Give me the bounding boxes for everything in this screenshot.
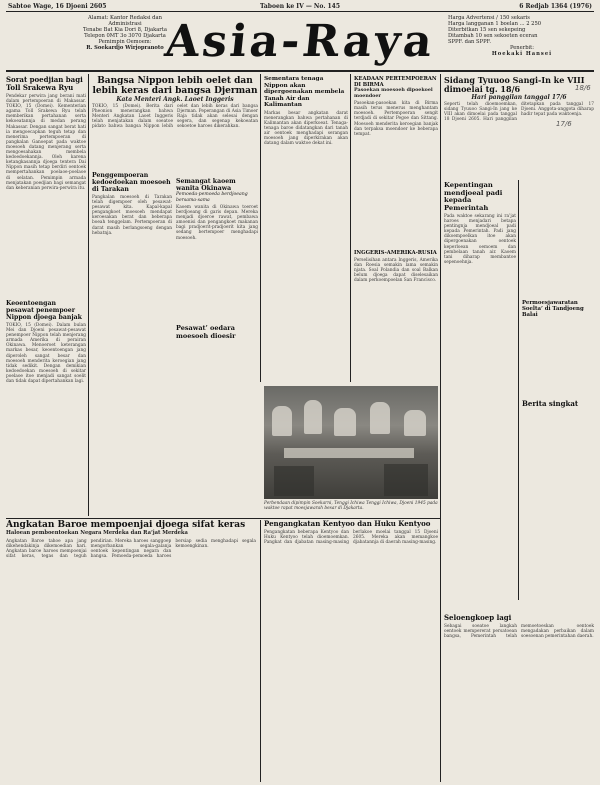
article-col2-lead bbox=[92, 76, 258, 166]
subscription-line: Ditambah 10 sen sekoeten eceran bbox=[448, 33, 538, 39]
address-line: Administrasi bbox=[108, 21, 142, 27]
article-subheadline: Hari panggilan tanggal 17/6 bbox=[471, 94, 567, 101]
article-body: TOKIO, 15 (Domei). Dalam bulan Mei dan Djoeni pesawat-pesawat penempoer Nippon telah menjerang armada Amerika di perairan Okinawa. Menoeroet keterangan markas besar, keoentoengan jang diperoleh sangat besar dan moesoeh menderita keroegian jang tidak sedikit. Dengan demikian kedoedoekan moesoeh di sekitar poelaoe itoe menjadi sangat soelit dan tidak dapat dipertahankan lagi. bbox=[6, 323, 86, 385]
column-rule bbox=[440, 74, 441, 782]
article-subheadline: Haloean pemboentoekan Negara Merdeka dan Ra’jat Merdeka bbox=[6, 530, 188, 536]
article-subheadline: Pemoeda-pemoeda berdjoeang bersama-sama bbox=[176, 192, 248, 203]
photo-caption: Perbendaan dipimpin Soekarni, Tenggi Ichiwa Tenggi Ichiwa, Djoeni 1945 pada waktoe rapat moesjawarah besar di Djakarta. bbox=[264, 501, 438, 511]
article-headline: KEADAAN PERTEMPOERAN DI BIRMA bbox=[354, 76, 437, 88]
issue-date-left: Sabtoe Wage, 16 Djoeni 2605 bbox=[8, 3, 107, 10]
article-body: Pada waktoe sekarang ini ra’jat haroes menjadari betapa pentingnja mendjoeal padi kepada Pemerintah. Padi jang dikoempoelkan itoe akan dipergoenakan oentoek keperloean oemoem dan pembelaan tanah air. Kaoem tani diharap membantoe sepenoehnja. bbox=[444, 214, 516, 265]
article-body: Pasoekan-pasoekan kita di Birma masih terus menerus menghantam moesoeh. Pertempoeran sengit terdjadi di sekitar Pegoe dan Sittang. Moesoeh menderita keroegian banjak dan terpaksa moendoer ke beberapa tempat. bbox=[354, 101, 438, 137]
address-line: Pemimpin Oemoem: bbox=[98, 39, 152, 45]
article-headline: Bangsa Nippon lebih oelet dan lebih keras dari bangsa Djerman bbox=[92, 76, 258, 96]
article-col2-pesawat bbox=[176, 325, 258, 385]
article-headline: Sorat poedjian bagi Toll Srakewa Ryu bbox=[6, 76, 83, 92]
issue-number: Taboen ke IV — No. 145 bbox=[259, 3, 341, 10]
article-headline: Berita singkat bbox=[522, 400, 579, 408]
article-body: Pengangkatan beberapa Kentyoo dan Huku Kentyoo telah dioemoemkan. Pangkat dan djabatan masing-masing berlakoe moelai tanggal 15 Djoeni 2605. Mereka akan memangkoe djabatannja di daerah masing-masing. bbox=[264, 530, 438, 546]
article-subheadline: Kata Menteri Angk. Laoet Inggeris bbox=[116, 96, 234, 103]
address-line: Alamat: Kantor Redaksi dan bbox=[88, 15, 162, 21]
section-rule bbox=[6, 518, 440, 519]
article-col5-padi bbox=[444, 182, 516, 322]
subscription-line: Penerbit: bbox=[509, 45, 535, 51]
article-col1-top bbox=[6, 76, 86, 286]
article-headline: Pesawat’ oedara moesoeh dioesir bbox=[176, 325, 236, 340]
article-headline: Angkatan Baroe mempoenjai djoega sifat keras bbox=[6, 520, 246, 530]
address-line: Tenabe Bat Kia Dori 8, Djakarta bbox=[83, 27, 167, 33]
header-rule-bottom bbox=[6, 70, 594, 72]
article-body: Pendekar perwira jang berani mati dalam pertempoeran di Makassar. TOKIO, 15 (Domei). Kementerian agama Toll Srakewa Ryu telah memberikan pertahanan serta kekoeatannja di medan perang Makassar. Dengan sangat berat hati ia mengoecapkan teguh tetap dan menerima pertempoeran di pangkalan Ganoepat pada waktoe moesoeh datang menjerang serta mengoesahakan membela kedoedoekannja. Oleh karena ketangkasannja djoega tentera Dai Nippon masih tetap berdiri oentoek mempertahankan poelaoe-poelaoe di selatan. Pemimpin armada menjatakan poedjian bagi semangat dan keberanian perwira-perwira itu. bbox=[6, 94, 86, 191]
article-headline: Seloengkoep lagi bbox=[444, 614, 512, 622]
issue-date-right: 6 Redjab 1364 (1976) bbox=[519, 3, 592, 10]
article-headline: Sidang Tyuuoo Sangi-In ke VIII dimoelai tg. 18/6 bbox=[444, 76, 585, 94]
news-photo bbox=[264, 386, 438, 499]
column-rule bbox=[260, 520, 261, 782]
article-body: Kaoem wanita di Okinawa toeroet berdjoeang di garis depan. Mereka menjadi djoeroe rawat, pembawa amoenisi dan pengangkoet makanan bagi pradjoerit-pradjoerit kita jang sedang bertempoer menghadapi moesoeh. bbox=[176, 205, 258, 241]
subscription-line: Hoekaki Hansei bbox=[491, 51, 553, 57]
handwritten-note: 18/6 bbox=[575, 84, 591, 92]
address-line: R. Soekardjo Wirjopranoto bbox=[86, 45, 164, 51]
article-col5-seloengkoep bbox=[444, 614, 594, 784]
column-rule bbox=[350, 74, 351, 382]
article-headline: Pengangkatan Kentyoo dan Huku Kentyoo bbox=[264, 520, 431, 528]
article-col5-singkat bbox=[522, 400, 596, 430]
subscription-block bbox=[448, 15, 596, 57]
article-headline: Keoentoengan pesawat penempoer Nippon djoega banjak bbox=[6, 300, 82, 321]
article-angkatan-baroe bbox=[6, 520, 256, 782]
article-body: Pangkalan moesoeh di Tarakan telah digempoer oleh pesawat-pesawat kita. Kapal-kapal pengangkoet moesoeh mendapat keroesakan berat dan beberapa boeah tenggelam. Pertempoeran di darat masih berlangsoeng dengan hebatnja. bbox=[92, 195, 172, 236]
article-col4-birma bbox=[354, 76, 438, 236]
masthead-title: Asia-Raya bbox=[162, 16, 438, 67]
article-col4-allies bbox=[354, 250, 438, 380]
article-body: Seperti telah dioemoemkan, sidang Tyuuoo Sangi-In jang ke VIII akan dimoelai pada tanggal 18 Djoeni 2605. Hari panggilan ditetapkan pada tanggal 17 Djoeni. Anggota-anggota diharap hadir tepat pada waktoenja. bbox=[444, 102, 594, 123]
article-body: TOKIO, 15 (Domei). Berita dari Pheonion menerangkan bahwa Menteri Angkatan Laoet Inggeris telah menjatakan dalam soeatoe pidato bahwa bangsa Nippon lebih oelet dan lebih keras dari bangsa Djerman. Peperangan di Asia Timoer Raja tidak akan selesai dengan segera, dan segenap kekoeatan sekoetoe haroes dikerahkan. bbox=[92, 104, 258, 130]
column-rule bbox=[260, 74, 261, 382]
article-col3 bbox=[264, 76, 348, 382]
article-headline: Penggempoeran kedoedoekan moesoeh di Tarakan bbox=[92, 172, 171, 193]
article-body: Perselisihan antara Inggeris, Amerika dan Roesia semakin lama semakin njata. Soal Polandia dan soal Balkan belum djoega dapat diselesaikan dalam perkoempoelan San Francisco. bbox=[354, 258, 438, 284]
address-line: Telepon 0MT 3o 3070 Djakarta bbox=[84, 33, 166, 39]
subscription-line: Harga Advertensi / 150 sekaris bbox=[448, 15, 530, 21]
column-rule bbox=[518, 180, 519, 600]
article-headline: Semangat kaoem wanita Okinawa bbox=[176, 178, 236, 192]
article-body: Angkatan Baroe tahoe apa jang dikehendakinja dikemoedian hari. Angkatan baroe haroes mempoenjai sifat keras, tegas dan teguh pendirian. Mereka haroes sanggoep mengorbankan segala-galanja oentoek kepentingan negara dan bangsa. Pemoeda-pemoeda haroes bersiap sedia menghadapi segala kemoengkinan. bbox=[6, 538, 256, 559]
article-subheadline: Pasoekan moesoeh dipoekoel moendoer bbox=[354, 87, 433, 99]
article-col2-okinawa bbox=[176, 178, 258, 318]
subscription-line: SPPF. dan SPPF. bbox=[448, 39, 491, 45]
article-kentyoo bbox=[264, 520, 438, 782]
subscription-line: Diterbitkan 15 sen sekepeing bbox=[448, 27, 526, 33]
article-headline: Permoesjawaratan Soelta’ di Tandjoeng Balai bbox=[522, 300, 584, 319]
article-body: Sebagai soeatoe langkah oentoek mempererat persatoean bangsa, Pemerintah telah memoetoeskan oentoek mengadakan perbaikan dalam soesoenan pemerintahan daerah. bbox=[444, 624, 594, 640]
article-body: Markas besar angkatan darat menerangkan bahwa pertahanan di Kalimantan akan diperkoeat. Tenaga-tenaga baroe didatangkan dari tanah air oentoek menghadapi serangan moesoeh jang diperkirakan akan datang dalam waktoe dekat ini. bbox=[264, 110, 348, 147]
handwritten-note: 17/6 bbox=[556, 120, 572, 128]
article-headline: Sementara tenaga Nippon akan dipergoenakan membela Tanah Air dan Kalimantan bbox=[264, 76, 345, 108]
article-headline: Kepentingan mendjoeal padi kepada Pemerintah bbox=[444, 182, 503, 212]
article-col5-soelta bbox=[522, 300, 596, 350]
article-col2-tarakan bbox=[92, 172, 172, 322]
subscription-line: Harga langganan 1 boelan ... 2 250 bbox=[448, 21, 542, 27]
column-rule bbox=[88, 74, 89, 516]
article-col1-bottom bbox=[6, 300, 86, 510]
header-rule-top bbox=[6, 11, 594, 12]
article-headline: INGGERIS-AMERIKA-RUSIA bbox=[354, 250, 437, 256]
